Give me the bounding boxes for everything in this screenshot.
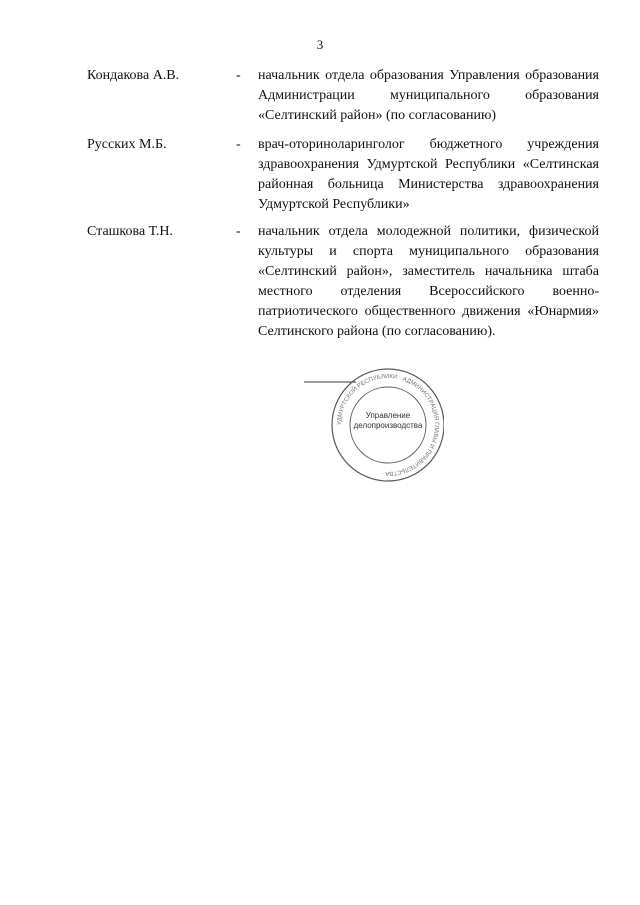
member-name: Кондакова А.В.: [87, 68, 180, 83]
page-number: 3: [316, 37, 324, 52]
seal-center-line1: Управление: [365, 411, 411, 420]
member-role: начальник отдела образования Управления образования Администрации муниципального образования «Селтинский район» (по согласованию): [258, 68, 599, 123]
member-name: Сташкова Т.Н.: [87, 224, 173, 239]
member-dash: -: [236, 68, 241, 83]
seal-center-line2: делопроизводства: [353, 421, 423, 430]
member-role: врач-оториноларинголог бюджетного учреждения здравоохранения Удмуртской Республики «Селтинская районная больница Министерства здравоохранения Удмуртской Республики»: [258, 137, 599, 212]
member-name: Русских М.Б.: [87, 137, 167, 152]
seal-ring-text: УДМУРТСКОЙ РЕСПУБЛИКИ · АДМИНИСТРАЦИЯ ГЛАВЫ И ПРАВИТЕЛЬСТВА ·: [336, 373, 440, 477]
member-role: начальник отдела молодежной политики, физической культуры и спорта муниципального образования «Селтинский район», заместитель начальника штаба местного отделения Всероссийского военно-патриотического общественного движения «Юнармия» Селтинского района (по согласованию).: [258, 224, 599, 339]
member-dash: -: [236, 137, 241, 152]
member-dash: -: [236, 224, 241, 239]
official-seal-stamp: [304, 363, 444, 483]
